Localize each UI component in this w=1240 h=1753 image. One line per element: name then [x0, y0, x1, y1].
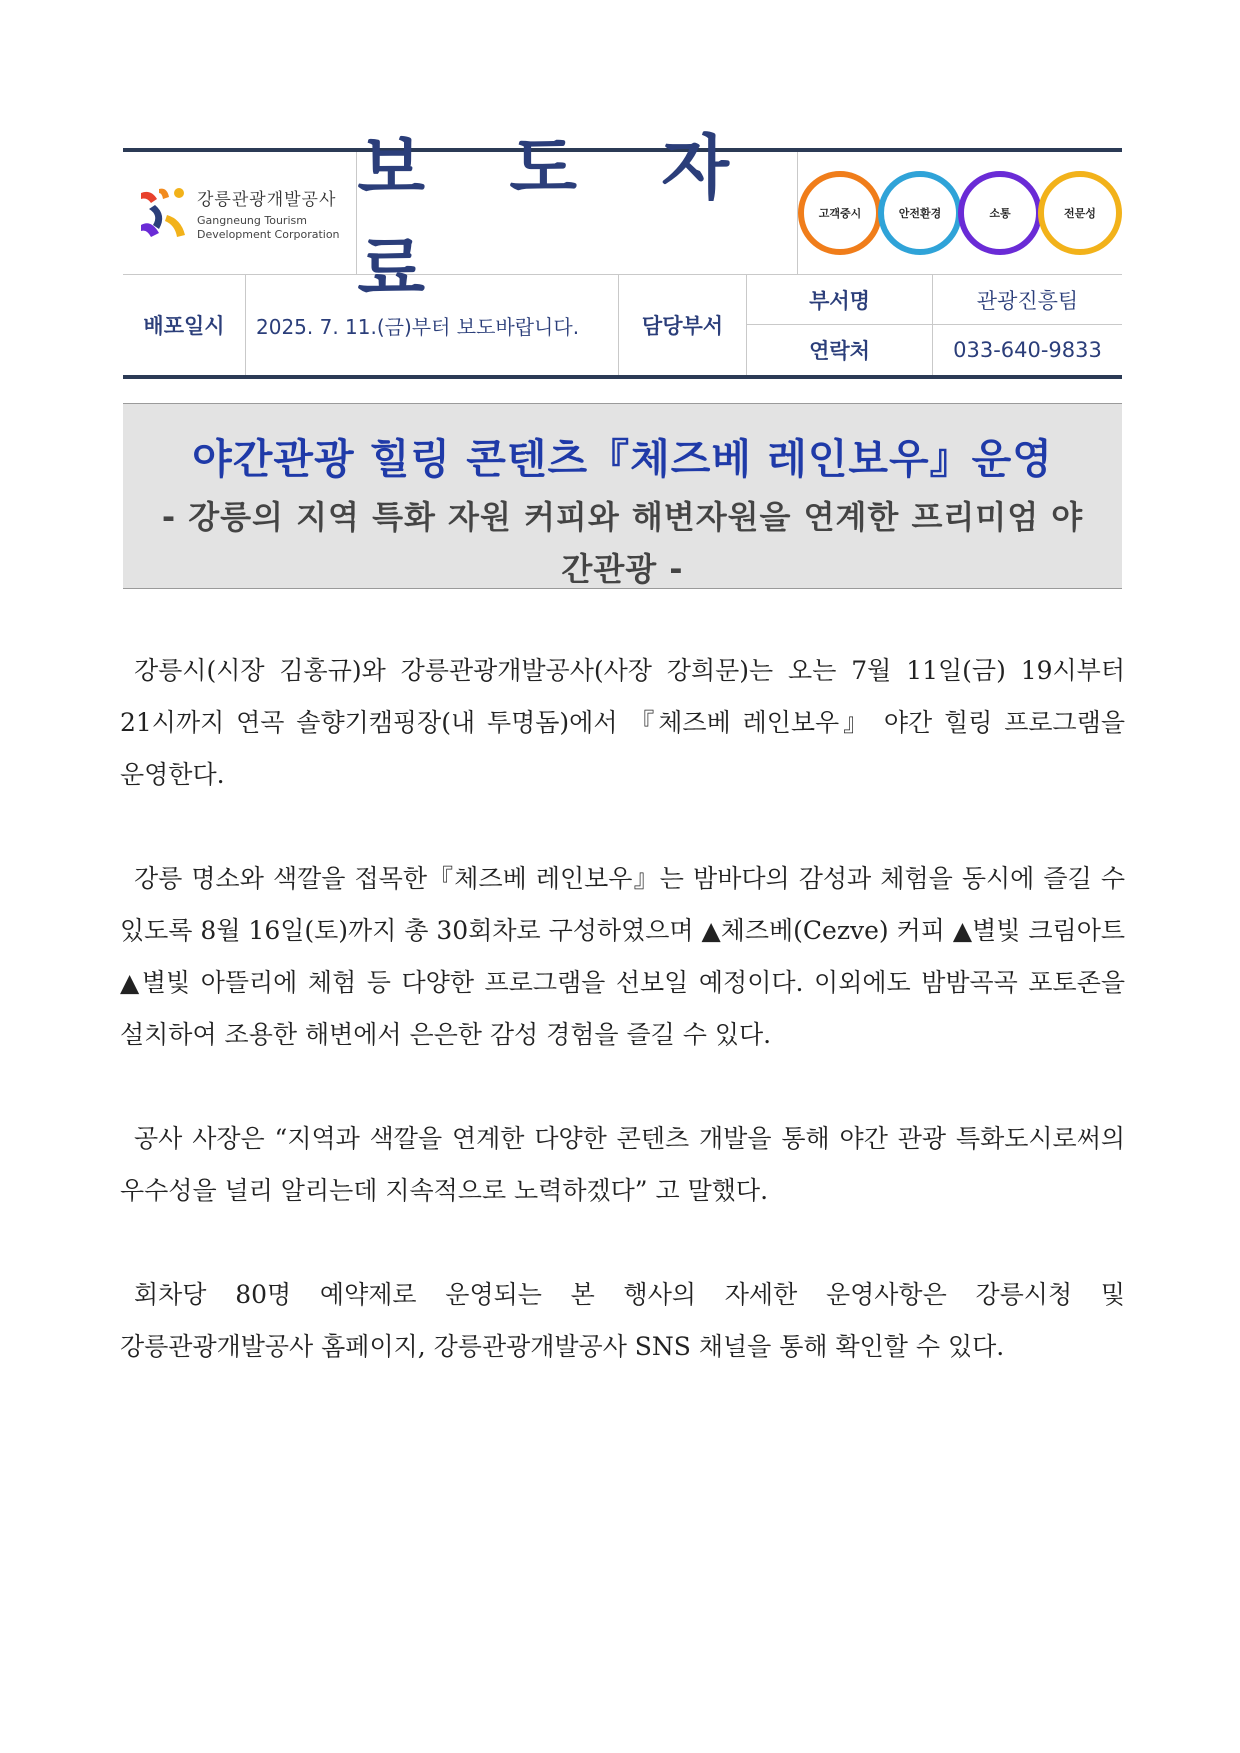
dept-name-value: 관광진흥팀	[933, 275, 1122, 325]
headline-subtitle: - 강릉의 지역 특화 자원 커피와 해변자원을 연계한 프리미엄 야간관광 -	[161, 498, 1084, 588]
body-paragraph-1: 강릉시(시장 김홍규)와 강릉관광개발공사(사장 강희문)는 오는 7월 11일(금) 19시부터 21시까지 연곡 솔향기캠핑장(내 투명돔)에서 『체즈베 레인보우』 야간 힐링 프로그램을 운영한다.	[120, 656, 1125, 789]
press-release-header	[123, 127, 1122, 379]
department-grid	[747, 275, 1122, 375]
org-name-en-line1: Gangneung Tourism	[197, 213, 307, 227]
body-paragraph-2: 강릉 명소와 색깔을 접목한『체즈베 레인보우』는 밤바다의 감성과 체험을 동시에 즐길 수 있도록 8월 16일(토)까지 총 30회차로 구성하였으며 ▲체즈베(Cezve) 커피 ▲별빛 크림아트 ▲별빛 아뜰리에 체험 등 다양한 프로그램을 선보일 예정이다. 이외에도 밤밤곡곡 포토존을 설치하여 조용한 해변에서 은은한 감성 경험을 즐길 수 있다.	[120, 864, 1125, 1049]
headline-title: 야간관광 힐링 콘텐츠『체즈베 레인보우』운영	[192, 435, 1053, 483]
org-logo-icon	[137, 185, 189, 241]
distribution-value: 2025. 7. 11.(금)부터 보도바랍니다.	[246, 275, 619, 375]
header-info-row	[123, 275, 1122, 375]
contact-value: 033-640-9833	[953, 338, 1102, 362]
org-name-en-line2: Development Corporation	[197, 227, 340, 241]
body-paragraph-4: 회차당 80명 예약제로 운영되는 본 행사의 자세한 운영사항은 강릉시청 및 강릉관광개발공사 홈페이지, 강릉관광개발공사 SNS 채널을 통해 확인할 수 있다.	[120, 1280, 1125, 1361]
value-badge-safety: 안전환경	[878, 171, 962, 255]
value-badge-customer: 고객중시	[798, 171, 882, 255]
core-values	[798, 152, 1122, 274]
org-logo	[123, 152, 357, 274]
org-name-ko: 강릉관광개발공사	[197, 189, 337, 210]
distribution-label: 배포일시	[123, 275, 246, 375]
dept-name-label: 부서명	[747, 275, 933, 325]
article-body	[120, 645, 1125, 1425]
department-label: 담당부서	[619, 275, 747, 375]
doc-title-cell	[357, 127, 798, 310]
header-bottom-rule	[123, 375, 1122, 379]
body-paragraph-3: 공사 사장은 “지역과 색깔을 연계한 다양한 콘텐츠 개발을 통해 야간 관광 특화도시로써의 우수성을 널리 알리는데 지속적으로 노력하겠다” 고 말했다.	[120, 1124, 1125, 1205]
contact-label: 연락처	[747, 325, 933, 375]
doc-title: 보 도 자 료	[357, 127, 759, 310]
value-badge-expertise: 전문성	[1038, 171, 1122, 255]
value-badge-communication: 소통	[958, 171, 1042, 255]
headline-box	[123, 403, 1122, 589]
